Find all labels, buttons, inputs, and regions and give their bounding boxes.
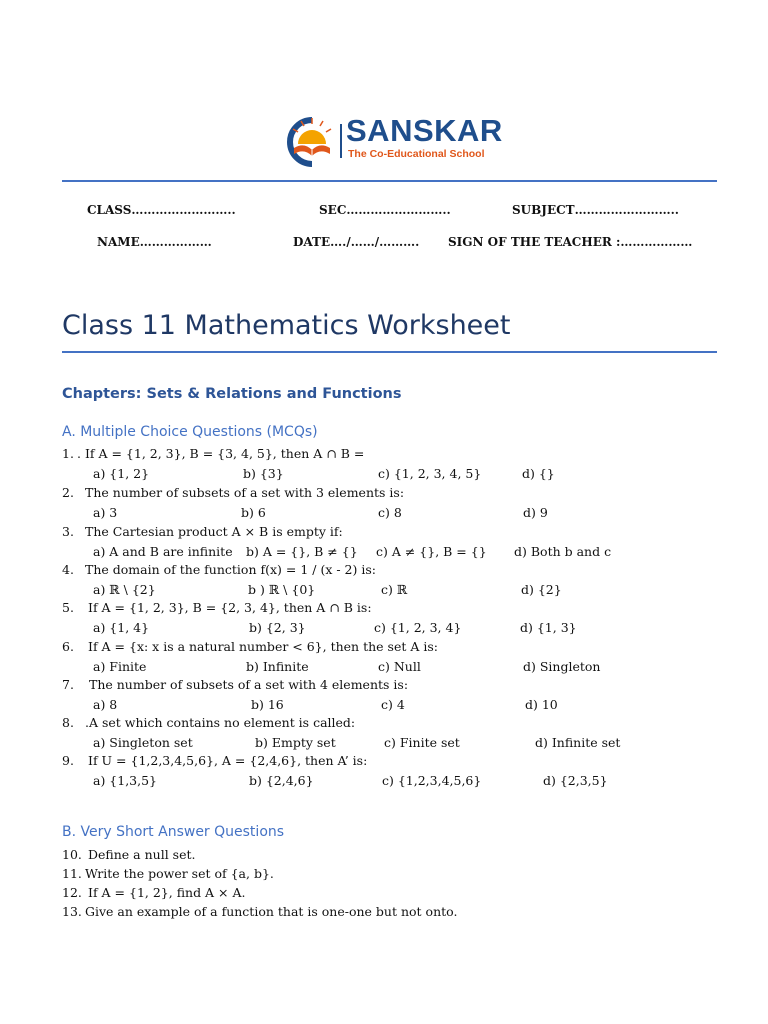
mcq-option: a) Singleton set (93, 735, 193, 750)
mcq-question: .A set which contains no element is called: (85, 715, 356, 730)
mcq-option: b) {2, 3} (249, 620, 306, 635)
mcq-option: d) Infinite set (535, 735, 621, 750)
mcq-number: 7. (62, 677, 74, 692)
mcq-option: a) 3 (93, 505, 118, 520)
teacher-sign-field: SIGN OF THE TEACHER :……………… (448, 235, 693, 249)
mcq-option: c) Finite set (384, 735, 460, 750)
mcq-question: . If A = {1, 2, 3}, B = {3, 4, 5}, then A ∩ B = (77, 446, 365, 461)
mcq-number: 5. (62, 600, 74, 615)
section-b-heading: B. Very Short Answer Questions (62, 824, 285, 840)
name-field: NAME……………… (97, 235, 212, 249)
mcq-option: a) A and B are infinite (93, 544, 233, 559)
mcq-question: If U = {1,2,3,4,5,6}, A = {2,4,6}, then A’ is: (88, 753, 368, 768)
mcq-option: a) {1,3,5} (93, 773, 158, 788)
mcq-option: d) 9 (523, 505, 548, 520)
mcq-option: a) ℝ \ {2} (93, 582, 156, 597)
short-question-text: Give an example of a function that is one-one but not onto. (85, 904, 458, 919)
school-logo (284, 114, 510, 168)
short-question-number: 13. (62, 904, 82, 919)
mcq-question: If A = {x: x is a natural number < 6}, then the set A is: (88, 639, 438, 654)
mcq-number: 1. (62, 446, 74, 461)
logo-divider (340, 124, 342, 158)
mcq-option: b) A = {}, B ≠ {} (246, 544, 358, 559)
logo-brand: SANSKAR (346, 113, 503, 148)
page-title: Class 11 Mathematics Worksheet (62, 310, 511, 341)
title-underline (62, 351, 717, 353)
short-question-number: 11. (62, 866, 82, 881)
mcq-question: If A = {1, 2, 3}, B = {2, 3, 4}, then A ∩ B is: (88, 600, 372, 615)
mcq-question: The number of subsets of a set with 3 elements is: (85, 485, 405, 500)
mcq-option: c) {1, 2, 3, 4, 5} (378, 466, 482, 481)
chapters-heading: Chapters: Sets & Relations and Functions (62, 386, 402, 402)
mcq-option: c) 4 (381, 697, 405, 712)
mcq-option: c) A ≠ {}, B = {} (376, 544, 487, 559)
mcq-number: 9. (62, 753, 74, 768)
mcq-option: b) Infinite (246, 659, 309, 674)
short-question-number: 12. (62, 885, 82, 900)
mcq-option: a) 8 (93, 697, 118, 712)
mcq-question: The Cartesian product A × B is empty if: (85, 524, 343, 539)
mcq-option: a) Finite (93, 659, 147, 674)
logo-tagline: The Co-Educational School (348, 148, 485, 160)
sec-field: SEC…………………….. (319, 203, 451, 217)
mcq-question: The number of subsets of a set with 4 elements is: (89, 677, 409, 692)
mcq-option: b) 16 (251, 697, 284, 712)
mcq-option: c) {1, 2, 3, 4} (374, 620, 462, 635)
short-question-text: Define a null set. (88, 847, 196, 862)
mcq-option: d) {} (522, 466, 555, 481)
date-field: DATE…./……/………. (293, 235, 420, 249)
short-question-text: Write the power set of {a, b}. (85, 866, 274, 881)
mcq-question: The domain of the function f(x) = 1 / (x - 2) is: (85, 562, 376, 577)
mcq-option: d) 10 (525, 697, 558, 712)
mcq-option: d) Both b and c (514, 544, 612, 559)
short-question-text: If A = {1, 2}, find A × A. (88, 885, 246, 900)
mcq-option: b) {3} (243, 466, 284, 481)
mcq-number: 4. (62, 562, 74, 577)
mcq-option: a) {1, 2} (93, 466, 150, 481)
mcq-number: 3. (62, 524, 74, 539)
subject-field: SUBJECT…………………….. (512, 203, 679, 217)
mcq-option: d) Singleton (523, 659, 601, 674)
class-field: CLASS…………………….. (87, 203, 236, 217)
mcq-option: a) {1, 4} (93, 620, 150, 635)
short-question-number: 10. (62, 847, 82, 862)
mcq-option: c) ℝ (381, 582, 408, 597)
mcq-number: 6. (62, 639, 74, 654)
mcq-number: 8. (62, 715, 74, 730)
mcq-option: c) 8 (378, 505, 402, 520)
section-a-heading: A. Multiple Choice Questions (MCQs) (62, 424, 318, 440)
mcq-option: c) Null (378, 659, 421, 674)
mcq-option: d) {1, 3} (520, 620, 577, 635)
mcq-option: b) Empty set (255, 735, 336, 750)
mcq-number: 2. (62, 485, 74, 500)
sun-book-emblem-icon (284, 114, 340, 168)
mcq-option: d) {2} (521, 582, 562, 597)
header-divider (62, 180, 717, 182)
mcq-option: b) {2,4,6} (249, 773, 314, 788)
mcq-option: d) {2,3,5} (543, 773, 608, 788)
mcq-option: b ) ℝ \ {0} (248, 582, 316, 597)
mcq-option: c) {1,2,3,4,5,6} (382, 773, 482, 788)
mcq-option: b) 6 (241, 505, 266, 520)
